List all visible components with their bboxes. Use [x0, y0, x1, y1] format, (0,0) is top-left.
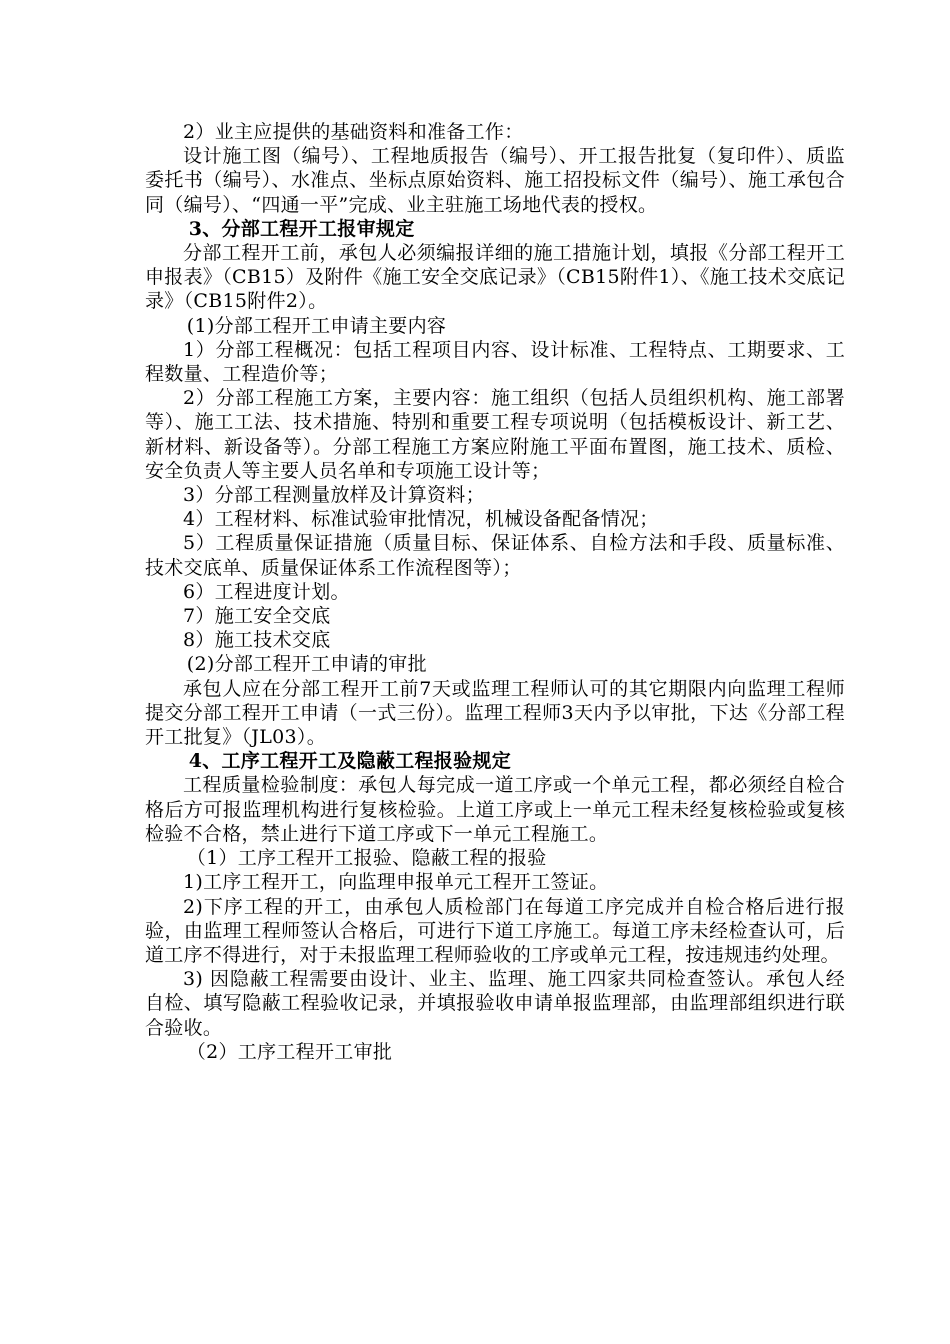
paragraph-subproject-start: 分部工程开工前，承包人必须编报详细的施工措施计划，填报《分部工程开工申报表》（CB15）及附件《施工安全交底记录》（CB15附件1）、《施工技术交底记录》（CB15附件2）。 — [145, 242, 845, 313]
list-item-construction-plan: 2）分部工程施工方案，主要内容：施工组织（包括人员组织机构、施工部署等）、施工工法、技术措施、特别和重要工程专项说明（包括模板设计、新工艺、新材料、新设备等）。分部工程施工方案应附施工平面布置图，施工技术、质检、安全负责人等主要人员名单和专项施工设计等； — [145, 387, 845, 482]
list-item-survey: 3）分部工程测量放样及计算资料； — [183, 484, 485, 507]
section-heading-4: 4、工序工程开工及隐蔽工程报验规定 — [188, 750, 512, 773]
subheading-approval: (2)分部工程开工申请的审批 — [186, 653, 427, 676]
subheading-application-content: (1)分部工程开工申请主要内容 — [186, 314, 447, 337]
paragraph-approval-process: 承包人应在分部工程开工前7天或监理工程师认可的其它期限内向监理工程师提交分部工程开工申请（一式三份）。监理工程师3天内予以审批，下达《分部工程开工批复》（JL03）。 — [145, 677, 845, 749]
subheading-process-approval: （2）工序工程开工审批 — [186, 1040, 393, 1063]
list-item-next-process: 2)下序工程的开工，由承包人质检部门在每道工序完成并自检合格后进行报验，由监理工程师签认合格后，可进行下道工序施工。每道工序未经检查认可，后道工序不得进行，对于未报监理工程师验收的工序或单元工程，按违规违约处理。 — [145, 895, 845, 966]
list-item-technical: 8）施工技术交底 — [183, 629, 331, 652]
list-item-safety: 7）施工安全交底 — [183, 605, 331, 628]
list-item-schedule: 6）工程进度计划。 — [183, 580, 350, 603]
subheading-process-inspection: （1）工序工程开工报验、隐蔽工程的报验 — [186, 847, 547, 870]
list-item-materials: 4）工程材料、标准试验审批情况，机械设备配备情况； — [183, 508, 659, 531]
list-item-hidden-works: 3) 因隐蔽工程需要由设计、业主、监理、施工四家共同检查签认。承包人经自检、填写隐蔽工程验收记录，并填报验收申请单报监理部，由监理部组织进行联合验收。 — [145, 968, 845, 1039]
paragraph-design-documents: 设计施工图（编号）、工程地质报告（编号）、开工报告批复（复印件）、质监委托书（编号）、水准点、坐标点原始资料、施工招投标文件（编号）、施工承包合同（编号）、“四通一平”完成、业主驻施工场地代表的授权。 — [145, 145, 845, 216]
document-body — [145, 120, 845, 1064]
list-item-overview: 1）分部工程概况：包括工程项目内容、设计标准、工程特点、工期要求、工程数量、工程造价等； — [145, 338, 845, 386]
list-item-quality: 5）工程质量保证措施（质量目标、保证体系、自检方法和手段、质量标准、技术交底单、质量保证体系工作流程图等）； — [145, 532, 845, 579]
section-heading-3: 3、分部工程开工报审规定 — [188, 217, 415, 240]
list-item-process-start: 1)工序工程开工，向监理申报单元工程开工签证。 — [183, 871, 609, 894]
paragraph-owner-materials: 2）业主应提供的基础资料和准备工作： — [183, 121, 524, 143]
paragraph-quality-inspection: 工程质量检验制度：承包人每完成一道工序或一个单元工程，都必须经自检合格后方可报监理机构进行复核检验。上道工序或上一单元工程未经复核检验或复核检验不合格，禁止进行下道工序或下一单元工程施工。 — [145, 774, 845, 845]
